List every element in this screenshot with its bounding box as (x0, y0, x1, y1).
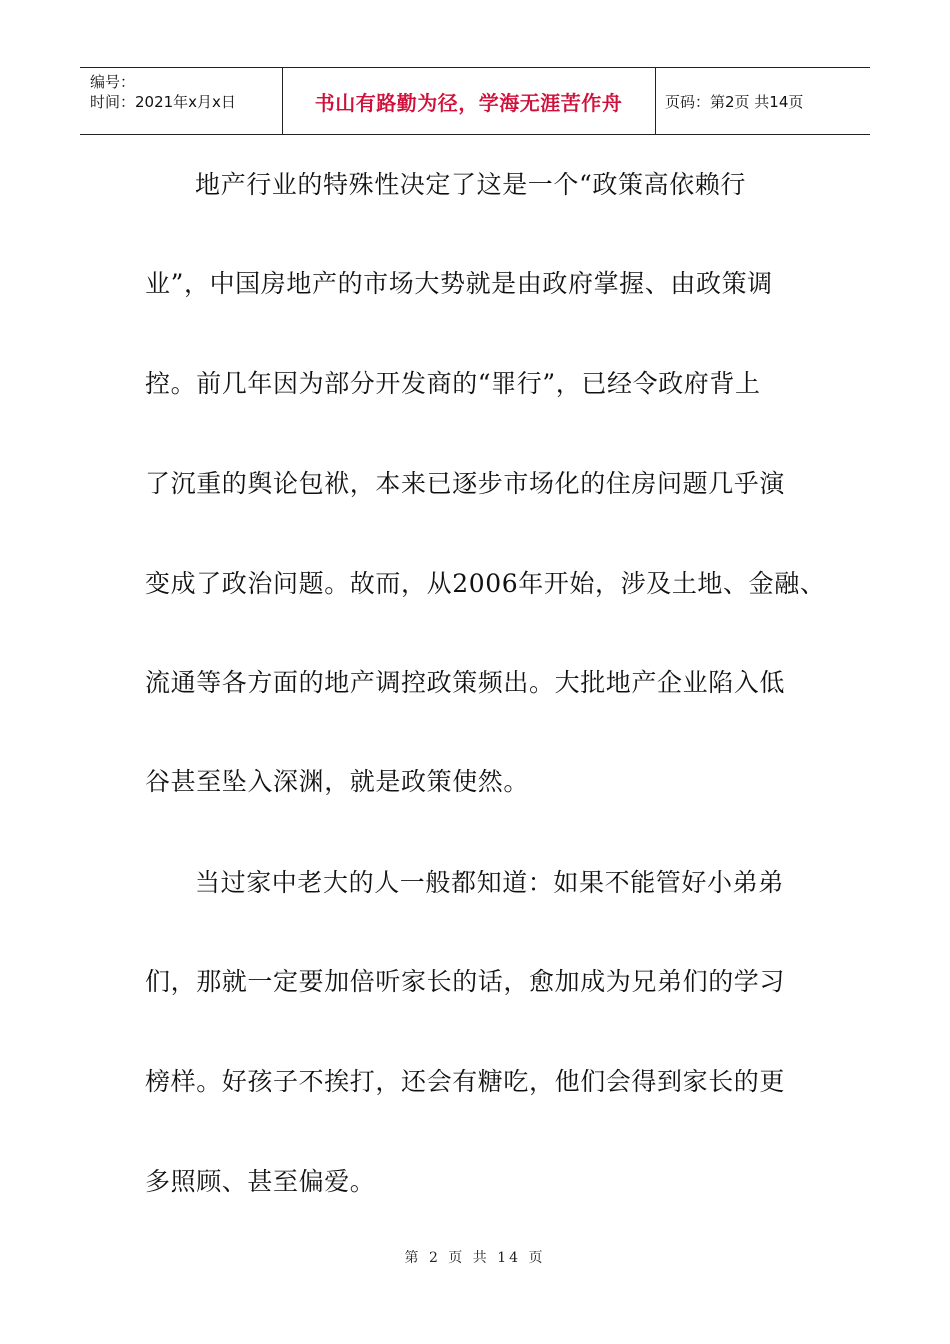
paragraph-line: 地产行业的特殊性决定了这是一个“政策高依赖行 (195, 170, 746, 199)
header-motto: 书山有路勤为径，学海无涯苦作舟 (314, 90, 623, 115)
paragraph-line: 了沉重的舆论包袱，本来已逐步市场化的住房问题几乎演 (145, 469, 786, 498)
paragraph-line: 流通等各方面的地产调控政策频出。大批地产企业陷入低 (145, 668, 786, 697)
header-meta (90, 72, 236, 112)
header-page-info: 页码：第2页 共14页 (665, 92, 804, 111)
document-header (80, 67, 870, 135)
paragraph-line: 变成了政治问题。故而，从2006年开始，涉及土地、金融、 (145, 569, 826, 598)
time-label: 时间：2021年x月x日 (90, 93, 236, 111)
paragraph-line: 多照顾、甚至偏爱。 (145, 1167, 376, 1196)
paragraph-line: 谷甚至坠入深渊，就是政策使然。 (145, 767, 530, 796)
header-divider (655, 68, 656, 134)
page-footer: 第 2 页 共 14 页 (404, 1250, 546, 1266)
number-label: 编号： (90, 73, 136, 91)
paragraph-line: 们，那就一定要加倍听家长的话，愈加成为兄弟们的学习 (145, 967, 786, 996)
paragraph-line: 榜样。好孩子不挨打，还会有糖吃，他们会得到家长的更 (145, 1067, 786, 1096)
paragraph-line: 控。前几年因为部分开发商的“罪行”，已经令政府背上 (145, 369, 761, 398)
paragraph-line: 业”，中国房地产的市场大势就是由政府掌握、由政策调 (145, 269, 773, 298)
paragraph-line: 当过家中老大的人一般都知道：如果不能管好小弟弟 (195, 868, 784, 897)
